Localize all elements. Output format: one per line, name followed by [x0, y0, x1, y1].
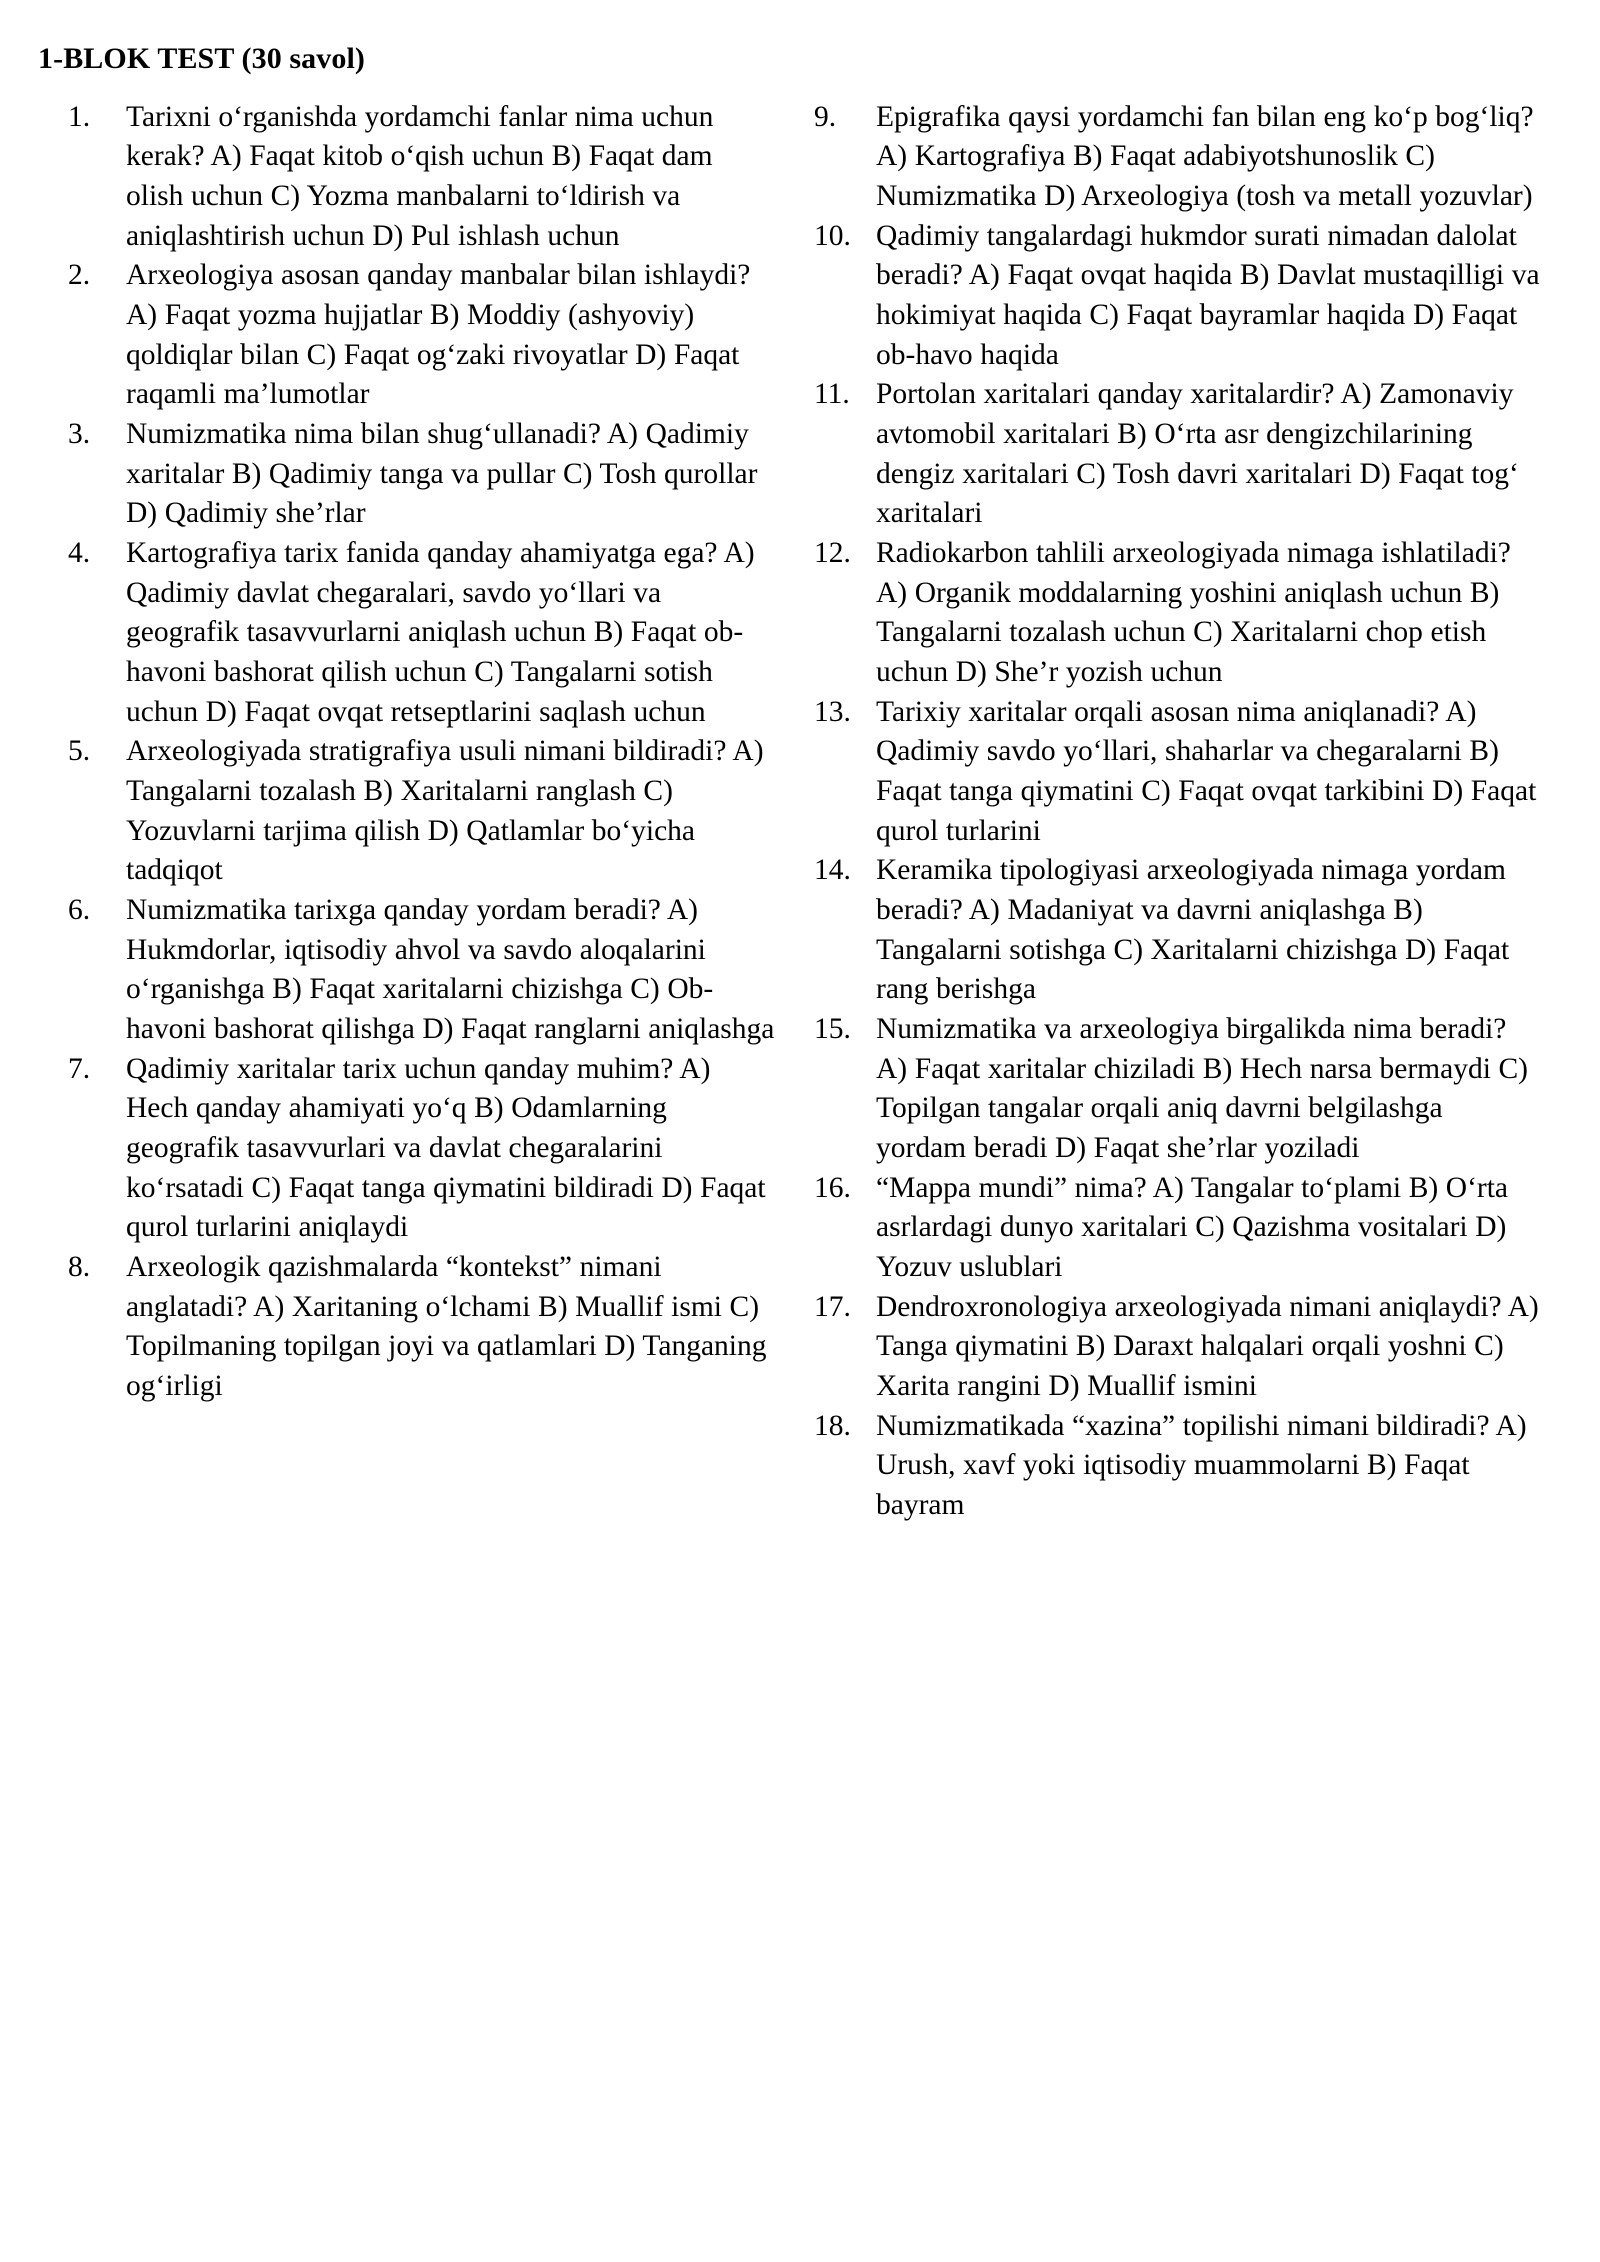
question-text: Arxeologik qazishmalarda “kontekst” nimani anglatadi? A) Xaritaning o‘lchami B) Muallif ismi C) Topilmaning topilgan joyi va qatlamlari D) Tanganing og‘irligi: [126, 1250, 767, 1402]
question-item: [814, 375, 1540, 534]
question-item: [50, 732, 776, 891]
question-number: 13.: [814, 695, 851, 728]
question-text: Arxeologiyada stratigrafiya usuli nimani bildiradi? A) Tangalarni tozalash B) Xaritalarni ranglash C) Yozuvlarni tarjima qilish D) Qatlamlar bo‘yicha tadqiqot: [126, 735, 764, 887]
two-column-body: [38, 98, 1540, 1526]
question-item: [814, 98, 1540, 217]
question-list-right: [814, 98, 1540, 1526]
question-item: [50, 891, 776, 1050]
question-item: [50, 1248, 776, 1407]
question-number: 12.: [814, 536, 851, 569]
question-item: [814, 1288, 1540, 1407]
question-number: 3.: [68, 417, 91, 450]
question-list-left: [50, 98, 776, 1407]
question-text: Tarixni o‘rganishda yordamchi fanlar nima uchun kerak? A) Faqat kitob o‘qish uchun B) Faqat dam olish uchun C) Yozma manbalarni to‘ldirish va aniqlashtirish uchun D) Pul ishlash uchun: [126, 100, 714, 252]
question-number: 5.: [68, 735, 91, 768]
question-item: [814, 693, 1540, 852]
question-text: Tarixiy xaritalar orqali asosan nima aniqlanadi? A) Qadimiy savdo yo‘llari, shaharlar va chegaralarni B) Faqat tanga qiymatini C) Faqat ovqat tarkibini D) Faqat qurol turlarini: [876, 695, 1537, 847]
question-number: 17.: [814, 1290, 851, 1323]
question-number: 15.: [814, 1012, 851, 1045]
question-item: [814, 217, 1540, 376]
question-item: [50, 415, 776, 534]
question-text: Numizmatika nima bilan shug‘ullanadi? A) Qadimiy xaritalar B) Qadimiy tanga va pullar C) Tosh qurollar D) Qadimiy she’rlar: [126, 417, 758, 530]
question-text: Kartografiya tarix fanida qanday ahamiyatga ega? A) Qadimiy davlat chegaralari, savdo yo‘llari va geografik tasavvurlarni aniqlash uchun B) Faqat ob-havoni bashorat qilish uchun C) Tangalarni sotish uchun D) Faqat ovqat retseptlarini saqlash uchun: [126, 536, 755, 728]
question-item: [50, 534, 776, 732]
question-number: 8.: [68, 1250, 91, 1283]
question-text: Portolan xaritalari qanday xaritalardir? A) Zamonaviy avtomobil xaritalari B) O‘rta asr dengizchilarining dengiz xaritalari C) Tosh davri xaritalari D) Faqat tog‘ xaritalari: [876, 378, 1519, 530]
question-number: 11.: [814, 378, 850, 411]
question-item: [50, 98, 776, 257]
question-number: 9.: [814, 100, 837, 133]
question-item: [814, 1407, 1540, 1526]
question-text: Radiokarbon tahlili arxeologiyada nimaga ishlatiladi? A) Organik moddalarning yoshini aniqlash uchun B) Tangalarni tozalash uchun C) Xaritalarni chop etish uchun D) She’r yozish uchun: [876, 536, 1511, 688]
question-text: Arxeologiya asosan qanday manbalar bilan ishlaydi? A) Faqat yozma hujjatlar B) Moddiy (ashyoviy) qoldiqlar bilan C) Faqat og‘zaki rivoyatlar D) Faqat raqamli ma’lumotlar: [126, 259, 751, 411]
question-text: Numizmatikada “xazina” topilishi nimani bildiradi? A) Urush, xavf yoki iqtisodiy muammolarni B) Faqat bayram: [876, 1409, 1527, 1522]
question-text: Keramika tipologiyasi arxeologiyada nimaga yordam beradi? A) Madaniyat va davrni aniqlashga B) Tangalarni sotishga C) Xaritalarni chizishga D) Faqat rang berishga: [876, 854, 1510, 1006]
question-text: Epigrafika qaysi yordamchi fan bilan eng ko‘p bog‘liq? A) Kartografiya B) Faqat adabiyotshunoslik C) Numizmatika D) Arxeologiya (tosh va metall yozuvlar): [876, 100, 1534, 212]
question-number: 2.: [68, 259, 91, 292]
question-number: 7.: [68, 1052, 91, 1085]
question-text: Qadimiy tangalardagi hukmdor surati nimadan dalolat beradi? A) Faqat ovqat haqida B) Davlat mustaqilligi va hokimiyat haqida C) Faqat bayramlar haqida D) Faqat ob-havo haqida: [876, 219, 1540, 371]
left-column: [38, 98, 804, 1407]
page-title: 1-BLOK TEST (30 savol): [38, 42, 365, 75]
question-text: Qadimiy xaritalar tarix uchun qanday muhim? A) Hech qanday ahamiyati yo‘q B) Odamlarning geografik tasavvurlari va davlat chegaralarini ko‘rsatadi C) Faqat tanga qiymatini bildiradi D) Faqat qurol turlarini aniqlaydi: [126, 1052, 766, 1244]
question-number: 14.: [814, 854, 851, 887]
question-text: Numizmatika va arxeologiya birgalikda nima beradi? A) Faqat xaritalar chiziladi B) Hech narsa bermaydi C) Topilgan tangalar orqali aniq davrni belgilashga yordam beradi D) Faqat she’rlar yoziladi: [876, 1012, 1528, 1164]
question-text: Numizmatika tarixga qanday yordam beradi? A) Hukmdorlar, iqtisodiy ahvol va savdo aloqalarini o‘rganishga B) Faqat xaritalarni chizishga C) Ob-havoni bashorat qilishga D) Faqat ranglarni aniqlashga: [126, 893, 775, 1045]
question-number: 16.: [814, 1171, 851, 1204]
question-item: [814, 1010, 1540, 1169]
question-number: 6.: [68, 893, 91, 926]
question-item: [50, 1050, 776, 1248]
question-item: [814, 851, 1540, 1010]
question-text: Dendroxronologiya arxeologiyada nimani aniqlaydi? A) Tanga qiymatini B) Daraxt halqalari orqali yoshni C) Xarita rangini D) Muallif ismini: [876, 1290, 1539, 1402]
question-item: [50, 256, 776, 415]
question-item: [814, 534, 1540, 693]
question-item: [814, 1169, 1540, 1288]
question-number: 4.: [68, 536, 91, 569]
right-column: [804, 98, 1540, 1526]
question-number: 18.: [814, 1409, 851, 1442]
question-number: 1.: [68, 100, 91, 133]
question-text: “Mappa mundi” nima? A) Tangalar to‘plami B) O‘rta asrlardagi dunyo xaritalari C) Qazishma vositalari D) Yozuv uslublari: [876, 1171, 1509, 1283]
question-number: 10.: [814, 219, 851, 252]
